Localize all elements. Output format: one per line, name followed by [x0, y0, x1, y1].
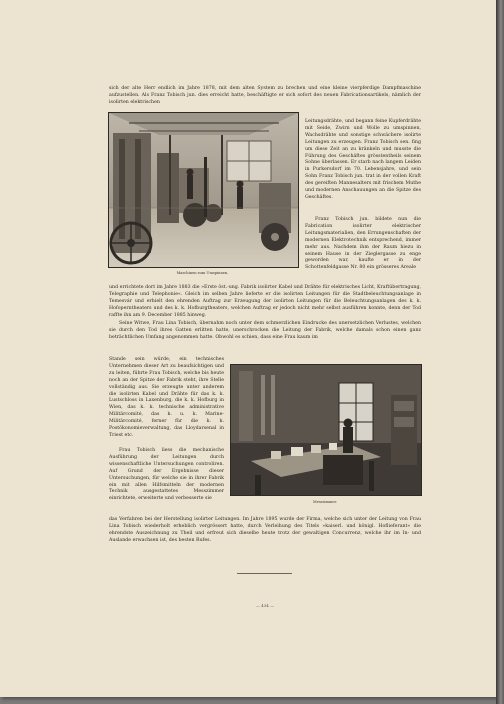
- left-column-paragraph-1: Stande sein würde, ein technisches Unternehmen dieser Art zu beaufsichtigen und zu leiten, führte Frau Tobisch, welche bis heute noch an der Spitze der Fabrik steht, ihre Stelle vollständig aus. Sie erzeugte unter anderem die isolirten Kabel und Drähte für das k. k. Lustschloss in Laxenburg, die k. k. Hofburg in Wien, das k. k. technische administrative Militärcomité, das k. u. k. Marine-Militärcomité, ferner für die k. k. Postökonomieverwaltung, das Lloydarsenal in Triest etc.: [109, 357, 224, 438]
- full-width-paragraph-3: das Verfahren bei der Herstellung isolirter Leitungen. Im Jahre 1895 wurde der Firma, welche sich unter der Leitung von Frau Lina Tobisch wiederholt erheblich vergrössert hatte, durch Verleihung des Titels »kaiserl. und königl. Hoflieferant« die ehrendste Auszeichnung zu Theil und erfreut sich dieselbe heute trotz der gewaltigen Concurrenz, welche ihr im In- und Auslande erwachsen ist, des besten Rufes.: [109, 517, 421, 543]
- section-divider: [237, 573, 292, 574]
- factory-machines-illustration: [109, 113, 298, 267]
- caption-factory-machines: Maschinen zum Umspinnen.: [176, 271, 229, 275]
- right-column-paragraph-2: Franz Tobisch jun. bildete nun die Fabrication isolirter elektrischer Leitungsmaterialien, den Errungenschaften der modernen Elektrotechnik entsprechend, immer mehr aus. Nachdem ihm der Raum hiezu in seinem Hause in der Zieglergasse zu enge geworden war, kaufte er in der Schottenfeldgasse Nr. 80 ein grösseres Areale: [305, 217, 421, 271]
- page-number: — 434 —: [255, 603, 275, 608]
- full-width-paragraph-1: und errichtete dort im Jahre 1883 die »Erste öst.-ung. Fabrik isolirter Kabel und Drähte für elektrisches Licht, Kraftübertragung, Telegraphie und Telephonie«. Gleich im selben Jahre lieferte er die isolirten Leitungen für die Stadtbeleuchtungsanlage in Temesvár und erhielt den ehrenden Auftrag zur Erzeugung der isolirten Leitungen für die Beleuchtungsanlagen des k. k. Hofoperntheaters und des k. k. Hofburgtheaters, welchen Auftrag er jedoch nicht mehr selbst ausführen konnte, denn der Tod raffte ihn am 9. December 1885 hinweg.: [109, 285, 421, 318]
- right-column-paragraph-1: Leitungsdrähte, und begann feine Kupferdrähte mit Seide, Zwirn und Wolle zu umspinnen, Wachsdrähte und sonstige schwächere isolirte Leitungen zu erzeugen. Franz Tobisch sen. fing um diese Zeit an zu kränkeln und musste die Führung des Geschäftes grösstentheils seinem Sohne überlassen. Er starb nach langem Leiden in Purkersdorf im 70. Lebensjahre, und sein Sohn Franz Tobisch jun. trat in der vollen Kraft des gereiften Mannesalters mit frischem Muthe und modernen Anschauungen an die Spitze des Geschäftes.: [305, 119, 421, 200]
- photo-measurement-room: [230, 364, 422, 496]
- top-paragraph: sich der alte Herr endlich im Jahre 1878, mit dem alten System zu brechen und eine kleine vierpferdige Dampfmaschine aufzustellen. Als Franz Tobisch jun. dies erreicht hatte, beschäftigte er sich sofort des neuen Fabricationsartikels, nämlich der isolirten elektrischen: [109, 86, 421, 105]
- photo-factory-machines: [108, 112, 299, 268]
- left-column-paragraph-2: Frau Tobisch liess die mechanische Ausführung der Leitungen durch wissenschaftliche Untersuchungen controliren. Auf Grund der Ergebnisse dieser Untersuchungen, für welche sie in ihrer Fabrik ein mit allen Hilfsmitteln der modernen Technik ausgestattetes Messzimmer einrichtete, erweiterte und verbesserte sie: [109, 448, 224, 502]
- measurement-room-illustration: [231, 365, 421, 495]
- full-width-paragraph-2: Seine Witwe, Frau Lina Tobisch, übernahm noch unter dem schmerzlichen Eindrucke des unersetzlichen Verlustes, welchen sie durch den Tod ihres Gatten erlitten hatte, unerschrocken die Leitung der Fabrik, welche damals schon einen ganz beträchtlichen Umfang angenommen hatte. Obwohl es schien, dass eine Frau kaum im: [109, 321, 421, 340]
- caption-measurement-room: Messzimmer.: [313, 500, 337, 504]
- book-spine-edge: [496, 0, 504, 704]
